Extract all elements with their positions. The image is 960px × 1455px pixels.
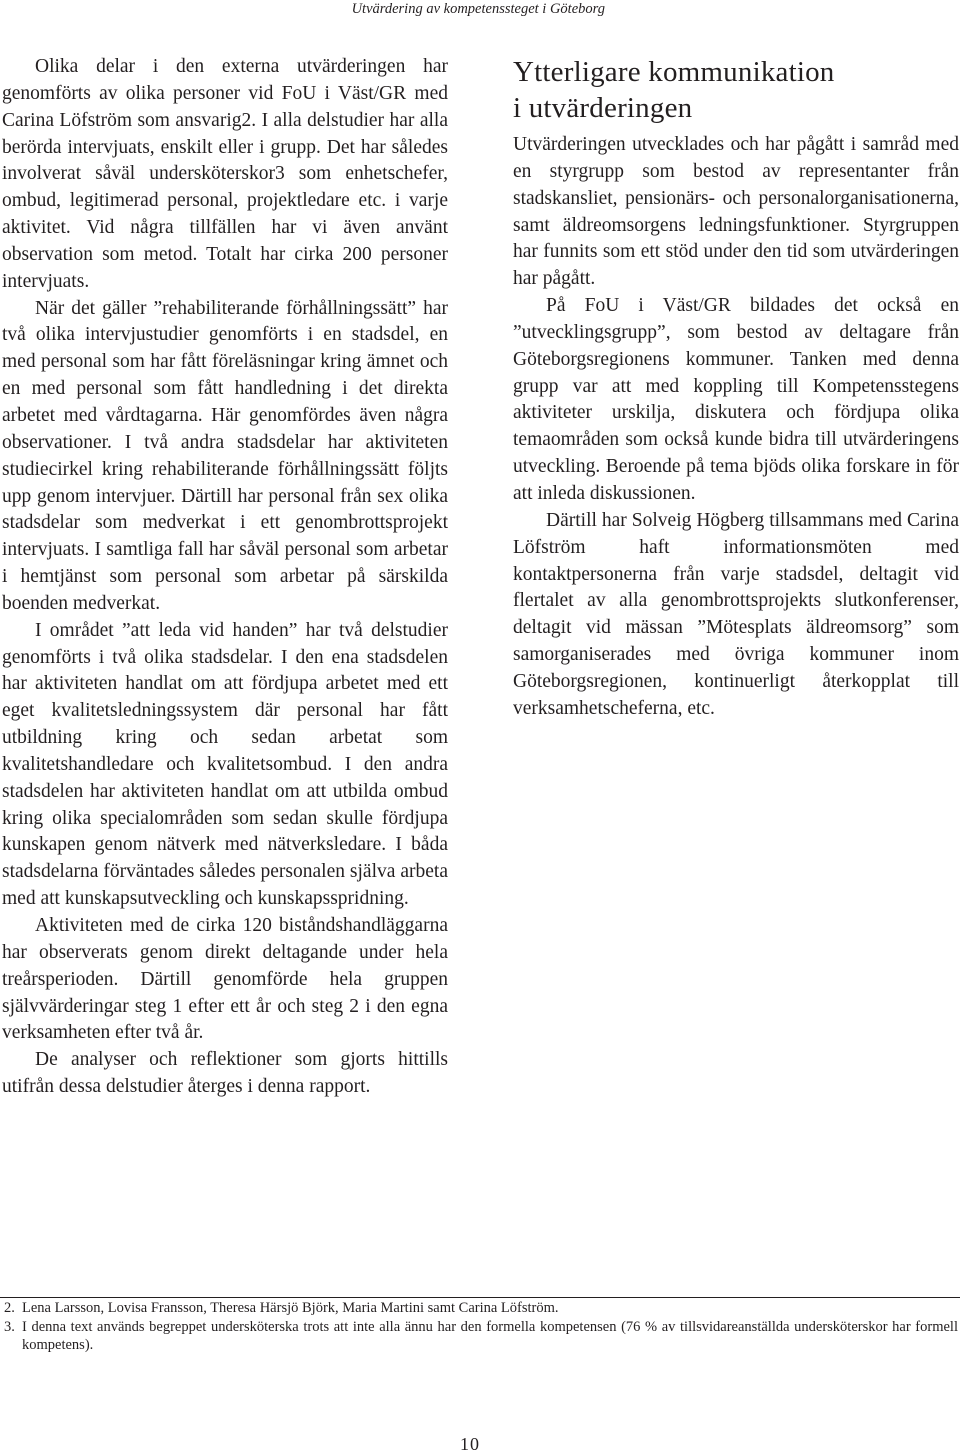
footnote-text: Lena Larsson, Lovisa Fransson, Theresa Härsjö Björk, Maria Martini samt Carina Löfström. [22, 1300, 559, 1316]
section-heading [513, 54, 959, 126]
body-paragraph: När det gäller ”rehabiliterande förhållningssätt” har två olika intervjustudier genomförts i en stadsdel, en med personal som har fått föreläsningar kring ämnet och en med personal som fått handledning i det direkta arbetet med vårdtagarna. Här genomfördes även några observationer. I två andra stadsdelar har aktiviteten studiecirkel kring rehabiliterande förhållningssätt följts upp genom intervjuer. Därtill har personal från sex olika stadsdelar som medverkat i ett genombrottsprojekt intervjuats. I samtliga fall har såväl personal som arbetar i hemtjänst som personal som arbetar på särskilda boenden medverkat. [2, 297, 448, 614]
footnote [0, 1299, 960, 1318]
body-paragraph: På FoU i Väst/GR bildades det också en ”utvecklingsgrupp”, som bestod av deltagare från Göteborgsregionens kommuner. Tanken med denna grupp var att med koppling till Kompetensstegens aktiviteter urskilja, diskutera och fördjupa olika temaområden som också kunde bidra till utvärderingens utveckling. Beroende på tema bjöds olika forskare in för att inleda diskussionen. [513, 295, 959, 504]
section-heading-line: Ytterligare kommunikation [513, 56, 835, 88]
section-heading-line: i utvärderingen [513, 92, 693, 124]
body-paragraph: I området ”att leda vid handen” har två delstudier genomförts i två olika stadsdelar. I den ena stadsdelen har aktiviteten handlat om att fördjupa arbetet med ett eget kvalitetsledningssystem där personal har fått utbildning kring och sedan arbetat som kvalitetshandledare och kvalitetsombud. I den andra stadsdelen har aktiviteten handlat om att utbilda ombud kring olika specialområden som sedan skulle fördjupa kunskapen genom nätverk med nätverksledare. I båda stadsdelarna förväntades således personalen själva arbeta med att kunskapsutveckling och kunskapsspridning. [2, 619, 448, 910]
footnote [0, 1318, 960, 1355]
footnote-number: 2. [4, 1300, 15, 1316]
running-header: Utvärdering av kompetenssteget i Göteborg [351, 1, 605, 17]
body-paragraph: Därtill har Solveig Högberg tillsammans med Carina Löfström haft informationsmöten med kontaktpersonerna från varje stadsdel, deltagit vid flertalet av alla genombrottsprojekts slutkonferenser, deltagit vid mässan ”Mötesplats äldreomsorg” som samorganiserades med övriga kommuner inom Göteborgsregionen, kontinuerligt återkopplat till verksamhetscheferna, etc. [513, 509, 959, 719]
footnote-text: I denna text används begreppet undersköterska trots att inte alla ännu har den formella kompetensen (76 % av tillsvidareanställda undersköterskor har formell kompetens). [22, 1318, 958, 1353]
left-column [2, 54, 448, 1101]
right-column [513, 54, 959, 723]
page-number: 10 [460, 1434, 480, 1454]
body-paragraph: Aktiviteten med de cirka 120 biståndshandläggarna har observerats genom direkt deltagande under hela treårsperioden. Därtill genomförde hela gruppen självvärderingar steg 1 efter ett år och steg 2 i den egna verksamheten efter två år. [2, 915, 448, 1044]
footnote-divider [0, 1297, 960, 1298]
footnotes [0, 1299, 960, 1355]
footnote-number: 3. [4, 1318, 15, 1335]
body-paragraph: Utvärderingen utvecklades och har pågått i samråd med en styrgrupp som bestod av representanter från stadskansliet, pensionärs- och personalorganisationerna, samt äldreomsorgens ledningsfunktioner. Styrgruppen har funnits som ett stöd under den tid som utvärderingen har pågått. [513, 134, 959, 290]
body-paragraph: Olika delar i den externa utvärderingen har genomförts av olika personer vid FoU i Väst/GR med Carina Löfström som ansvarig2. I alla delstudier har alla berörda intervjuats, enskilt eller i grupp. Det har således involverat såväl undersköterskor3 som enhetschefer, ombud, legitimerad personal, projektledare etc. i varje aktivitet. Vid några tillfällen har vi även använt observation som metod. Totalt har cirka 200 personer intervjuats. [2, 56, 448, 292]
body-paragraph: De analyser och reflektioner som gjorts hittills utifrån dessa delstudier återges i denna rapport. [2, 1049, 448, 1098]
